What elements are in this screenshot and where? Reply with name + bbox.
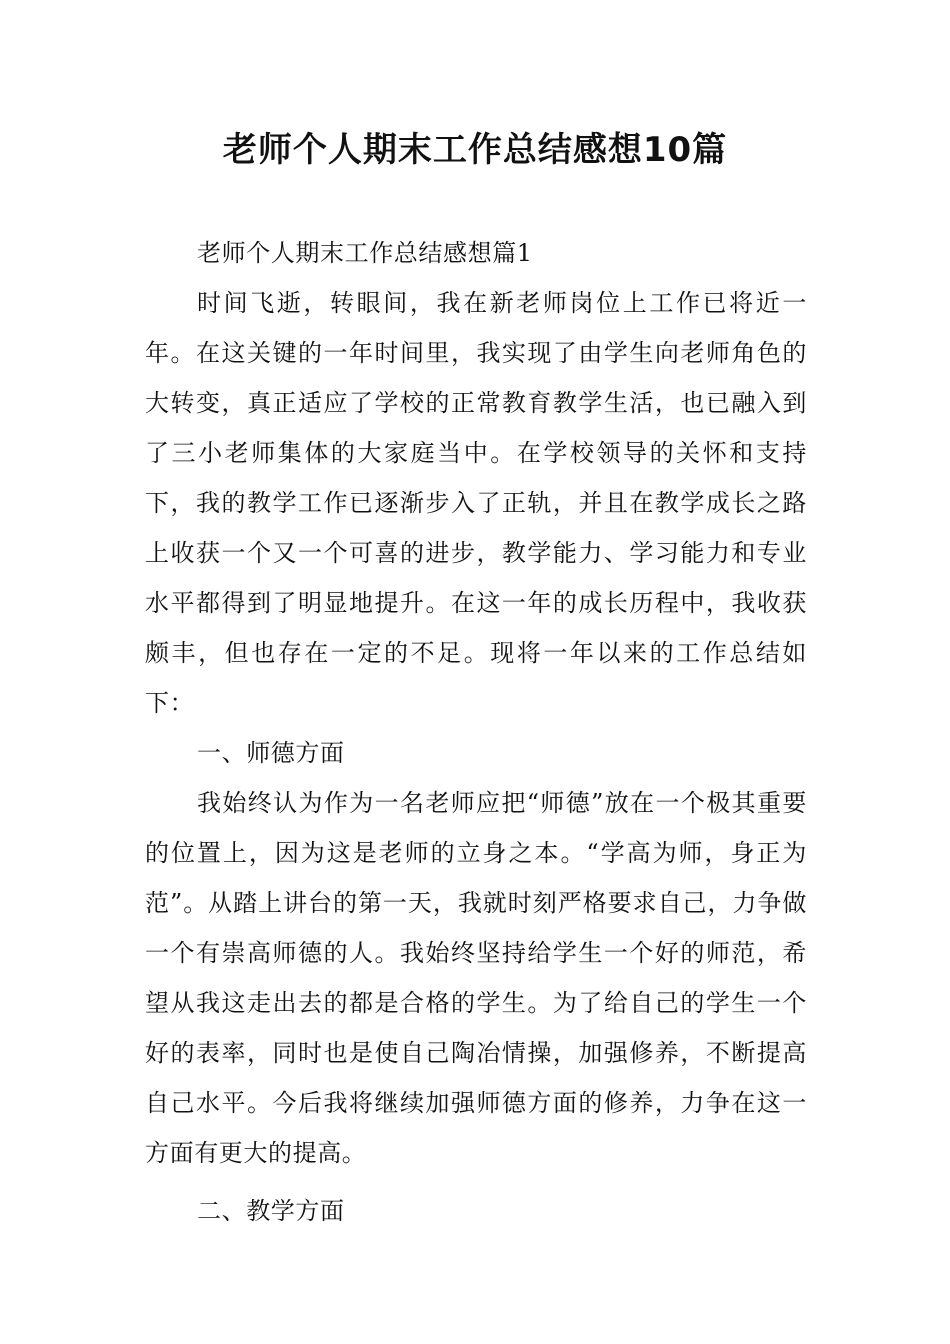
section-heading-ethics: 一、师德方面 bbox=[197, 739, 345, 767]
section-heading-teaching: 二、教学方面 bbox=[197, 1197, 345, 1225]
document-title: 老师个人期末工作总结感想10篇 bbox=[222, 130, 728, 170]
paragraph-ethics: 我始终认为作为一名老师应把“师德”放在一个极其重要的位置上，因为这是老师的立身之本。“学高为师，身正为范”。从踏上讲台的第一天，我就时刻严格要求自己，力争做一个有崇高师德的人。我始终坚持给学生一个好的师范，希望从我这走出去的都是合格的学生。为了给自己的学生一个好的表率，同时也是使自己陶冶情操，加强修养，不断提高自己水平。今后我将继续加强师德方面的修养，力争在这一方面有更大的提高。 bbox=[145, 789, 807, 1167]
document-body bbox=[145, 228, 807, 1236]
paragraph-intro: 时间飞逝，转眼间，我在新老师岗位上工作已将近一年。在这关键的一年时间里，我实现了由学生向老师角色的大转变，真正适应了学校的正常教育教学生活，也已融入到了三小老师集体的大家庭当中。在学校领导的关怀和支持下，我的教学工作已逐渐步入了正轨，并且在教学成长之路上收获一个又一个可喜的进步，教学能力、学习能力和专业水平都得到了明显地提升。在这一年的成长历程中，我收获颇丰，但也存在一定的不足。现将一年以来的工作总结如下： bbox=[145, 289, 807, 717]
section-heading-article-1: 老师个人期末工作总结感想篇1 bbox=[197, 239, 533, 267]
